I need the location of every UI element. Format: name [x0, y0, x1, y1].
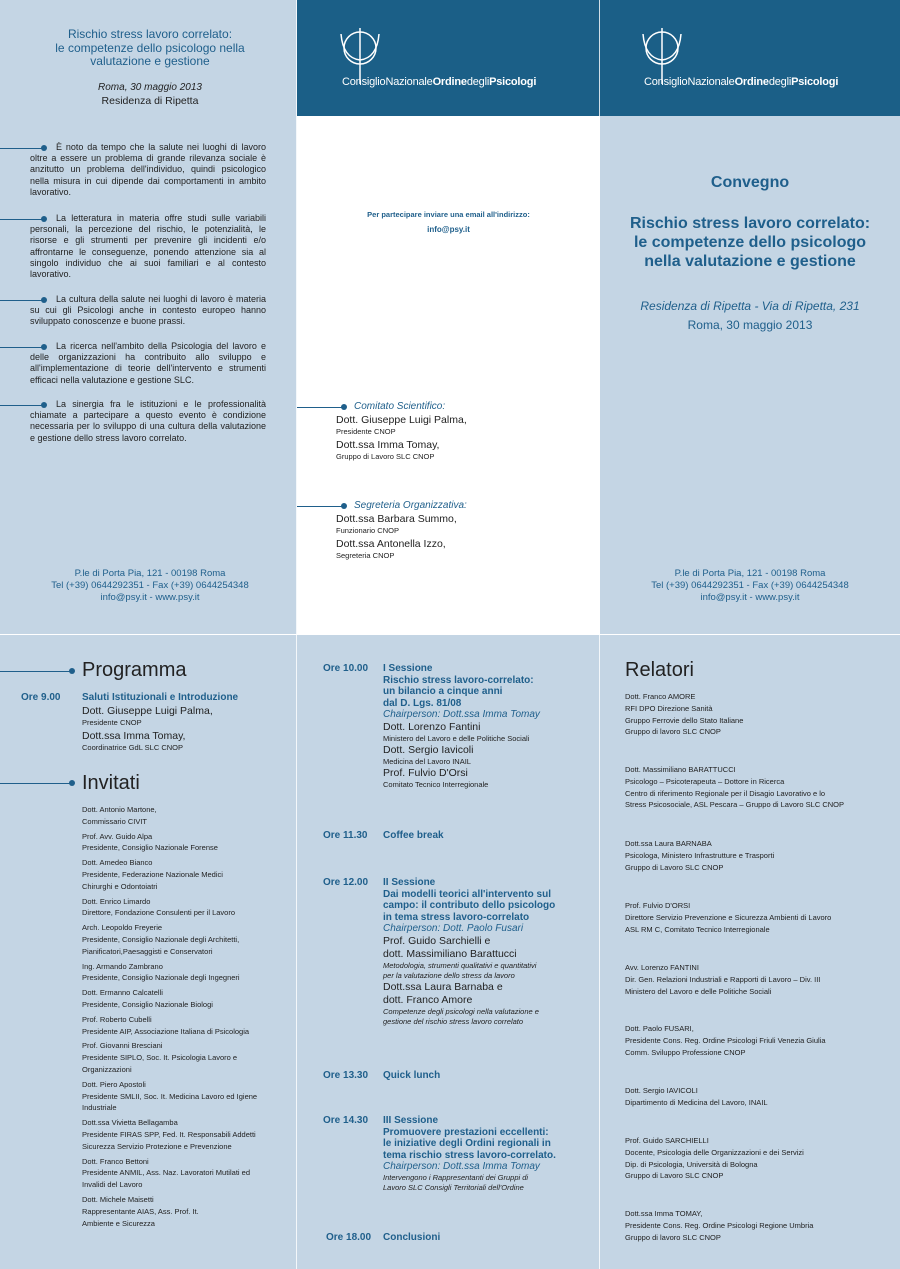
p1-paragraph: È noto da tempo che la salute nei luoghi di lavoro oltre a essere un problema di grande rilevanza sociale è anzitutto un problema dell'individuo, quindi psicologico nella misura in cui dipende dai comportamenti in ambito lavorativo. [30, 142, 266, 197]
p1-date: Roma, 30 maggio 2013 [98, 82, 202, 93]
p1-contact: P.le di Porta Pia, 121 - 00198 Roma Tel (+39) 0644292351 - Fax (+39) 0644254348 info@psy.it - www.psy.it [51, 568, 249, 603]
session-time: Ore 14.30 [323, 1115, 369, 1126]
logo-text-right: ConsiglioNazionaleOrdinedegliPsicologi [644, 76, 839, 88]
relatore: Dott. Sergio IAVICOLI Dipartimento di Medicina del Lavoro, INAIL [625, 1086, 768, 1107]
quick-lunch: Quick lunch [383, 1070, 441, 1081]
bullet-dot [69, 668, 75, 674]
conclusioni: Conclusioni [383, 1232, 441, 1243]
bullet-line [0, 783, 70, 784]
p1-paragraph: La ricerca nell'ambito della Psicologia del lavoro e delle organizzazioni ha contribuito allo sviluppo e all'implementazione di teorie dell'intervento e strumenti efficaci nella valutazione e gestione SLC. [30, 341, 266, 385]
p1-title: Rischio stress lavoro correlato: le competenze dello psicologo nella valutazione e gestione [55, 27, 245, 68]
session-time: Ore 11.30 [323, 830, 368, 841]
invitati-list: Dott. Antonio Martone, Commissario CIVIT Prof. Avv. Guido Alpa Presidente, Consiglio Nazionale Forense Dott. Amedeo Bianco Presidente, Federazione Nazionale Medici Chirurghi e Odontoiatri Dott. Enrico Limardo Direttore, Fondazione Consulenti per il Lavoro Arch. Leopoldo Freyerie Presidente, Consiglio Nazionale degli Architetti, Pianificatori,Paesaggisti e Conservatori Ing. Armando Zambrano Presidente, Consiglio Nazionale degli Ingegneri Dott. Ermanno Calcatelli Presidente, Consiglio Nazionale Biologi Prof. Roberto Cubelli Presidente AIP, Associazione Italiana di Psicologia Prof. Giovanni Bresciani Presidente SIPLO, Soc. It. Psicologia Lavoro e Organizzazioni Dott. Piero Apostoli Presidente SMLII, Soc. It. Medicina Lavoro ed Igiene Industriale Dott.ssa Vivietta Bellagamba Presidente FIRAS SPP, Fed. It. Responsabili Addetti Sicurezza Servizio Protezione e Prevenzione Dott. Franco Bettoni Presidente ANMIL, Ass. Naz. Lavoratori Mutilati ed Invalidi del Lavoro Dott. Michele Maisetti Rappresentante AIAS, Ass. Prof. It. Ambiente e Sicurezza [82, 805, 258, 1228]
bullet-line [297, 407, 342, 408]
p2-email-link[interactable]: info@psy.it [427, 225, 470, 234]
p3-venue: Residenza di Ripetta - Via di Ripetta, 231 [640, 299, 860, 313]
p1-venue: Residenza di Ripetta [101, 95, 199, 107]
logo-text-middle: ConsiglioNazionaleOrdinedegliPsicologi [342, 76, 537, 88]
session-2: II Sessione Dai modelli teorici all'intervento sul campo: il contributo dello psicologo in tema stress lavoro-correlato Chairperson: Dott. Paolo Fusari Prof. Guido Sarchielli e dott. Massimiliano Barattucci Metodologia, strumenti qualitativi e quantitativi per la valutazione dello stress da lavoro Dott.ssa Laura Barnaba e dott. Franco Amore Competenze degli psicologi nella valutazione e gestione del rischio stress lavoro correlato [383, 877, 556, 1026]
segreteria-label: Segreteria Organizzativa: [354, 500, 467, 511]
programma-heading: Programma [82, 659, 187, 681]
p3-convegno: Convegno [710, 174, 790, 191]
programma-time: Ore 9.00 [21, 692, 61, 703]
p3-contact: P.le di Porta Pia, 121 - 00198 Roma Tel (+39) 0644292351 - Fax (+39) 0644254348 info@psy.it - www.psy.it [651, 568, 849, 603]
session-time: Ore 18.00 [326, 1232, 372, 1243]
bullet-dot [341, 404, 347, 410]
relatore: Dott. Franco AMORE RFI DPO Direzione Sanità Gruppo Ferrovie dello Stato Italiane Gruppo di lavoro SLC CNOP [625, 692, 744, 737]
session-3: III Sessione Promuovere prestazioni eccellenti: le iniziative degli Ordini regionali in tema rischio stress lavoro-correlato. Chairperson: Dott.ssa Imma Tomay Intervengono i Rappresentanti dei Gruppi di Lavoro SLC Consigli Territoriali dell'Ordine [383, 1115, 556, 1192]
relatori-heading: Relatori [625, 659, 694, 681]
relatore: Prof. Guido SARCHIELLI Docente, Psicologia delle Organizzazioni e dei Servizi Dip. di Psicologia, Università di Bologna Gruppo di Lavoro SLC CNOP [625, 1136, 804, 1181]
coffee-break: Coffee break [383, 830, 444, 841]
bullet-dot [341, 503, 347, 509]
p1-paragraph: La cultura della salute nei luoghi di lavoro è materia su cui gli Psicologi anche in contesto europeo hanno sviluppato conoscenze e buone prassi. [30, 294, 266, 327]
relatore: Dott.ssa Laura BARNABA Psicologa, Ministero Infrastrutture e Trasporti Gruppo di Lavoro SLC CNOP [625, 839, 775, 872]
page-divider [0, 634, 900, 635]
session-time: Ore 12.00 [323, 877, 369, 888]
comitato-label: Comitato Scientifico: [354, 401, 446, 412]
programma-title: Saluti Istituzionali e Introduzione [82, 692, 239, 703]
segreteria-list: Dott.ssa Barbara Summo, Funzionario CNOP Dott.ssa Antonella Izzo, Segreteria CNOP [336, 513, 457, 560]
bullet-line [0, 671, 70, 672]
comitato-list: Dott. Giuseppe Luigi Palma, Presidente CNOP Dott.ssa Imma Tomay, Gruppo di Lavoro SLC CNOP [336, 414, 467, 461]
bullet-dot [69, 780, 75, 786]
p1-paragraph: La letteratura in materia offre studi sulle variabili personali, la percezione del rischio, le potenzialità, le risorse e gli strumenti per prevenire gli incidenti e/o affrontarne le conseguenze, ponendo attenzione sia al singolo individuo che ai suoi familiari e al contesto lavorativo. [30, 213, 266, 280]
bullet-line [297, 506, 342, 507]
p2-email-intro: Per partecipare inviare una email all'indirizzo: [367, 210, 530, 219]
p3-title: Rischio stress lavoro correlato: le competenze dello psicologo nella valutazione e gestione [629, 215, 871, 270]
invitati-heading: Invitati [82, 772, 140, 794]
p1-paragraph: La sinergia fra le istituzioni e le professionalità chiamate a partecipare a questo evento è condizione necessaria per lo sviluppo di una cultura della valutazione e gestione dello stress lavoro correlato. [30, 399, 266, 443]
session-1: I Sessione Rischio stress lavoro-correlato: un bilancio a cinque anni dal D. Lgs. 81/08 Chairperson: Dott.ssa Imma Tomay Dott. Lorenzo Fantini Ministero del Lavoro e delle Politiche Sociali Dott. Sergio Iavicoli Medicina del Lavoro INAIL Prof. Fulvio D'Orsi Comitato Tecnico Interregionale [383, 663, 540, 789]
session-time: Ore 13.30 [323, 1070, 369, 1081]
programma-people: Dott. Giuseppe Luigi Palma, Presidente CNOP Dott.ssa Imma Tomay, Coordinatrice GdL SLC CNOP [82, 705, 213, 752]
relatore: Dott. Massimiliano BARATTUCCI Psicologo – Psicoterapeuta – Dottore in Ricerca Centro di riferimento Regionale per il Disagio Lavorativo e lo Stress Psicosociale, ASL Pescara – Gruppo di Lavoro SLC CNOP [625, 765, 844, 810]
relatore: Avv. Lorenzo FANTINI Dir. Gen. Relazioni Industriali e Rapporti di Lavoro – Div. III Ministero del Lavoro e delle Politiche Sociali [625, 963, 821, 996]
session-time: Ore 10.00 [323, 663, 369, 674]
relatore: Prof. Fulvio D'ORSI Direttore Servizio Prevenzione e Sicurezza Ambienti di Lavoro ASL RM C, Comitato Tecnico Interregionale [625, 901, 832, 934]
relatore: Dott.ssa Imma TOMAY, Presidente Cons. Reg. Ordine Psicologi Regione Umbria Gruppo di lavoro SLC CNOP [625, 1209, 814, 1242]
p3-date: Roma, 30 maggio 2013 [687, 318, 813, 332]
relatore: Dott. Paolo FUSARI, Presidente Cons. Reg. Ordine Psicologi Friuli Venezia Giulia Comm. Sviluppo Professione CNOP [625, 1024, 826, 1057]
